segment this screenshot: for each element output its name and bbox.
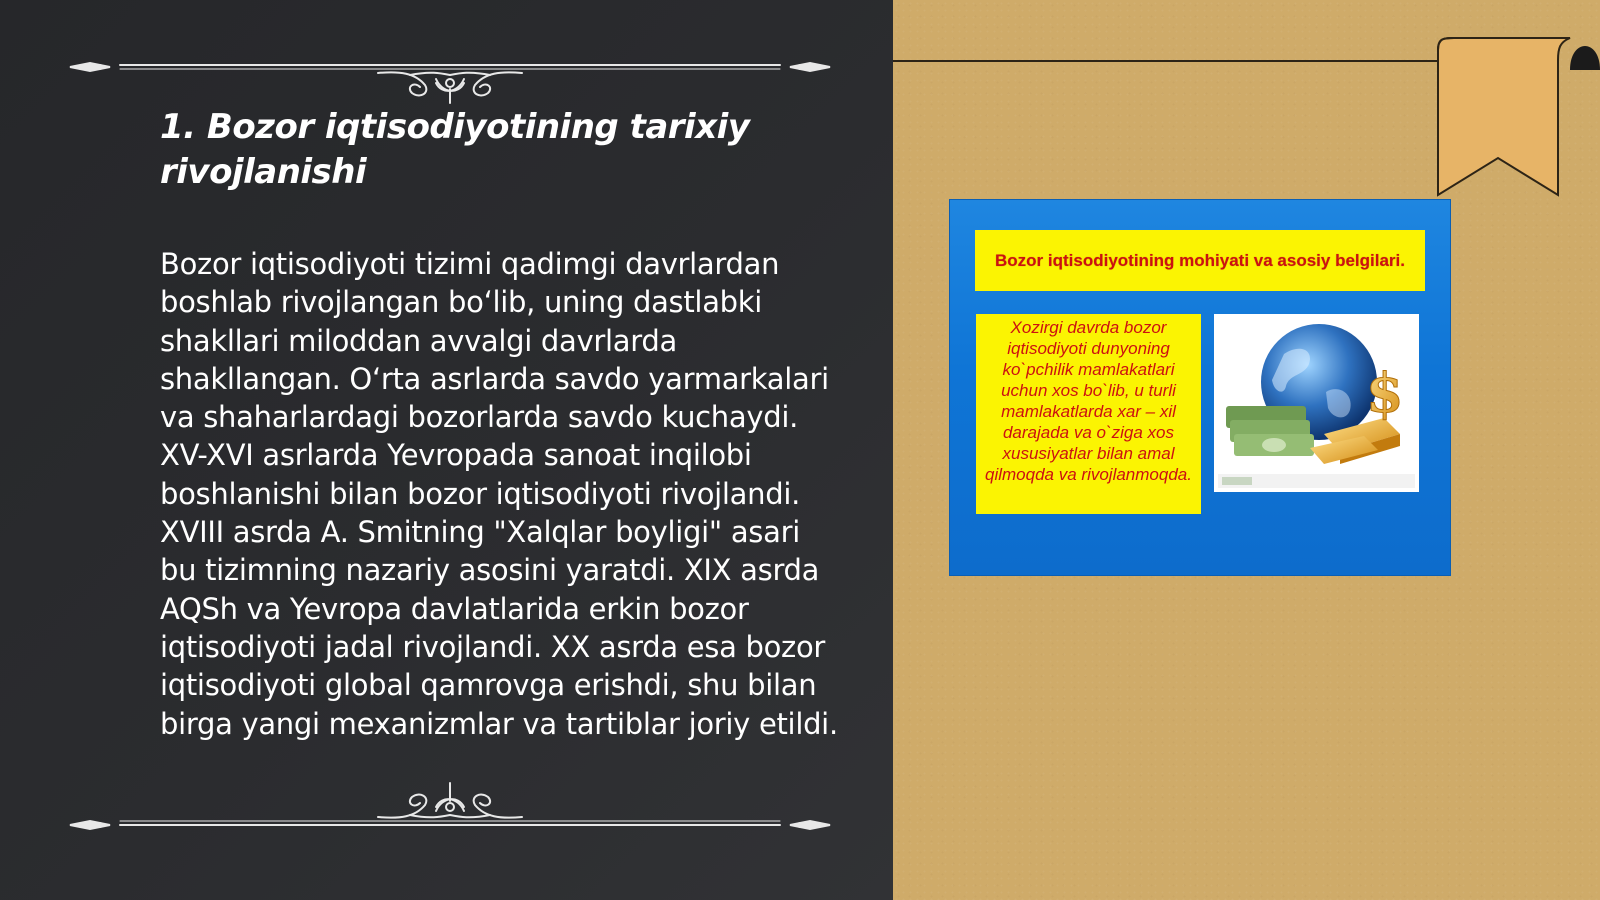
image-title: Bozor iqtisodiyotining mohiyati va asosiy belgilari.: [975, 230, 1425, 291]
top-ornament: [60, 45, 840, 105]
svg-text:$: $: [1366, 361, 1404, 425]
embedded-slide-image: [950, 200, 1450, 575]
slide-title: 1. Bozor iqtisodiyotining tarixiy rivojlanishi: [160, 107, 750, 192]
image-description: Xozirgi davrda bozor iqtisodiyoti dunyoning ko`pchilik mamlakatlari uchun xos bo`lib, u turli mamlakatlarda xar – xil darajada va o`ziga xos xususiyatlar bilan amal qilmoqda va rivojlanmoqda.: [976, 314, 1201, 514]
slide-body-text: Bozor iqtisodiyoti tizimi qadimgi davrlardan boshlab rivojlangan bo‘lib, uning dastlabki shakllari miloddan avvalgi davrlarda shakllangan. O‘rta asrlarda savdo yarmarkalari va shaharlardagi bozorlarda savdo kuchaydi. XV-XVI asrlarda Yevropada sanoat inqilobi boshlanishi bilan bozor iqtisodiyoti rivojlandi. XVIII asrda A. Smitning "Xalqlar boyligi" asari bu tizimning nazariy asosini yaratdi. XIX asrda AQSh va Yevropa davlatlarida erkin bozor iqtisodiyoti jadal rivojlandi. XX asrda esa bozor iqtisodiyoti global qamrovga erishdi, shu bilan birga yangi mexanizmlar va tartiblar joriy etildi.: [160, 247, 838, 741]
frame-line: [893, 60, 1438, 62]
bookmark-ribbon-icon: [1430, 30, 1600, 200]
bottom-ornament: [60, 775, 840, 835]
globe-money-icon: [1214, 314, 1419, 492]
